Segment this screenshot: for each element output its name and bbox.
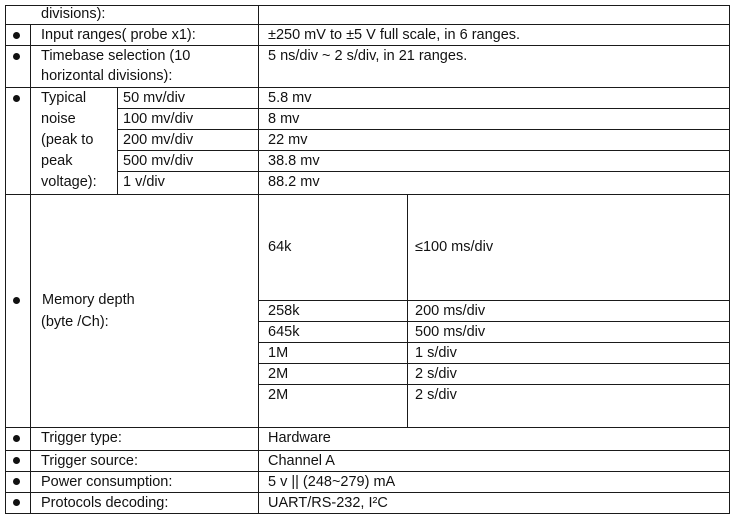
- noise-label-line: peak: [41, 153, 73, 169]
- rule: [259, 342, 730, 343]
- rule: [259, 363, 730, 364]
- memory-label-line2: (byte /Ch):: [41, 314, 109, 330]
- memory-depth: 1M: [268, 345, 289, 361]
- rule: [117, 150, 730, 151]
- rule: [5, 513, 730, 514]
- rule: [117, 171, 730, 172]
- trigger-type-value: Hardware: [268, 430, 331, 446]
- noise-value: 22 mv: [268, 132, 308, 148]
- memory-time: 200 ms/div: [415, 303, 486, 319]
- rule: [5, 5, 6, 514]
- noise-range: 1 v/div: [123, 174, 165, 190]
- rule: [5, 5, 730, 6]
- rule: [258, 5, 259, 514]
- bullet-icon: [13, 32, 20, 39]
- noise-value: 88.2 mv: [268, 174, 320, 190]
- rule: [259, 300, 730, 301]
- rule: [117, 87, 118, 194]
- bullet-icon: [13, 478, 20, 485]
- divisions-label: divisions):: [41, 6, 106, 22]
- timebase-label-line2: horizontal divisions):: [41, 68, 173, 84]
- bullet-icon: [13, 435, 20, 442]
- memory-depth: 258k: [268, 303, 300, 319]
- rule: [5, 194, 730, 195]
- memory-depth: 64k: [268, 239, 292, 255]
- trigger-type-label: Trigger type:: [41, 430, 122, 446]
- input-ranges-value: ±250 mV to ±5 V full scale, in 6 ranges.: [268, 27, 521, 43]
- bullet-icon: [13, 53, 20, 60]
- bullet-icon: [13, 457, 20, 464]
- timebase-value: 5 ns/div ~ 2 s/div, in 21 ranges.: [268, 48, 468, 64]
- rule: [407, 194, 408, 427]
- protocols-label: Protocols decoding:: [41, 495, 169, 511]
- memory-time: 500 ms/div: [415, 324, 486, 340]
- noise-value: 8 mv: [268, 111, 300, 127]
- memory-time: ≤100 ms/div: [415, 239, 494, 255]
- noise-range: 500 mv/div: [123, 153, 194, 169]
- rule: [729, 5, 730, 514]
- noise-label-line: Typical: [41, 90, 87, 106]
- input-ranges-label: Input ranges( probe x1):: [41, 27, 196, 43]
- noise-value: 5.8 mv: [268, 90, 312, 106]
- rule: [117, 108, 730, 109]
- rule: [259, 321, 730, 322]
- rule: [117, 129, 730, 130]
- memory-label-line1: Memory depth: [42, 292, 135, 308]
- noise-range: 100 mv/div: [123, 111, 194, 127]
- noise-value: 38.8 mv: [268, 153, 320, 169]
- power-value: 5 v || (248~279) mA: [268, 474, 396, 490]
- noise-label-line: (peak to: [41, 132, 94, 148]
- rule: [259, 384, 730, 385]
- trigger-source-value: Channel A: [268, 453, 335, 469]
- bullet-icon: [13, 95, 20, 102]
- memory-depth: 645k: [268, 324, 300, 340]
- rule: [5, 87, 730, 88]
- bullet-icon: [13, 297, 20, 304]
- memory-time: 1 s/div: [415, 345, 457, 361]
- noise-range: 50 mv/div: [123, 90, 186, 106]
- trigger-source-label: Trigger source:: [41, 453, 138, 469]
- noise-label-line: voltage):: [41, 174, 97, 190]
- power-label: Power consumption:: [41, 474, 173, 490]
- noise-range: 200 mv/div: [123, 132, 194, 148]
- memory-time: 2 s/div: [415, 366, 457, 382]
- memory-depth: 2M: [268, 387, 289, 403]
- protocols-value: UART/RS-232, I²C: [268, 495, 388, 511]
- rule: [30, 24, 31, 514]
- timebase-label-line1: Timebase selection (10: [41, 48, 191, 64]
- noise-label-line: noise: [41, 111, 76, 127]
- memory-time: 2 s/div: [415, 387, 457, 403]
- memory-depth: 2M: [268, 366, 289, 382]
- bullet-icon: [13, 499, 20, 506]
